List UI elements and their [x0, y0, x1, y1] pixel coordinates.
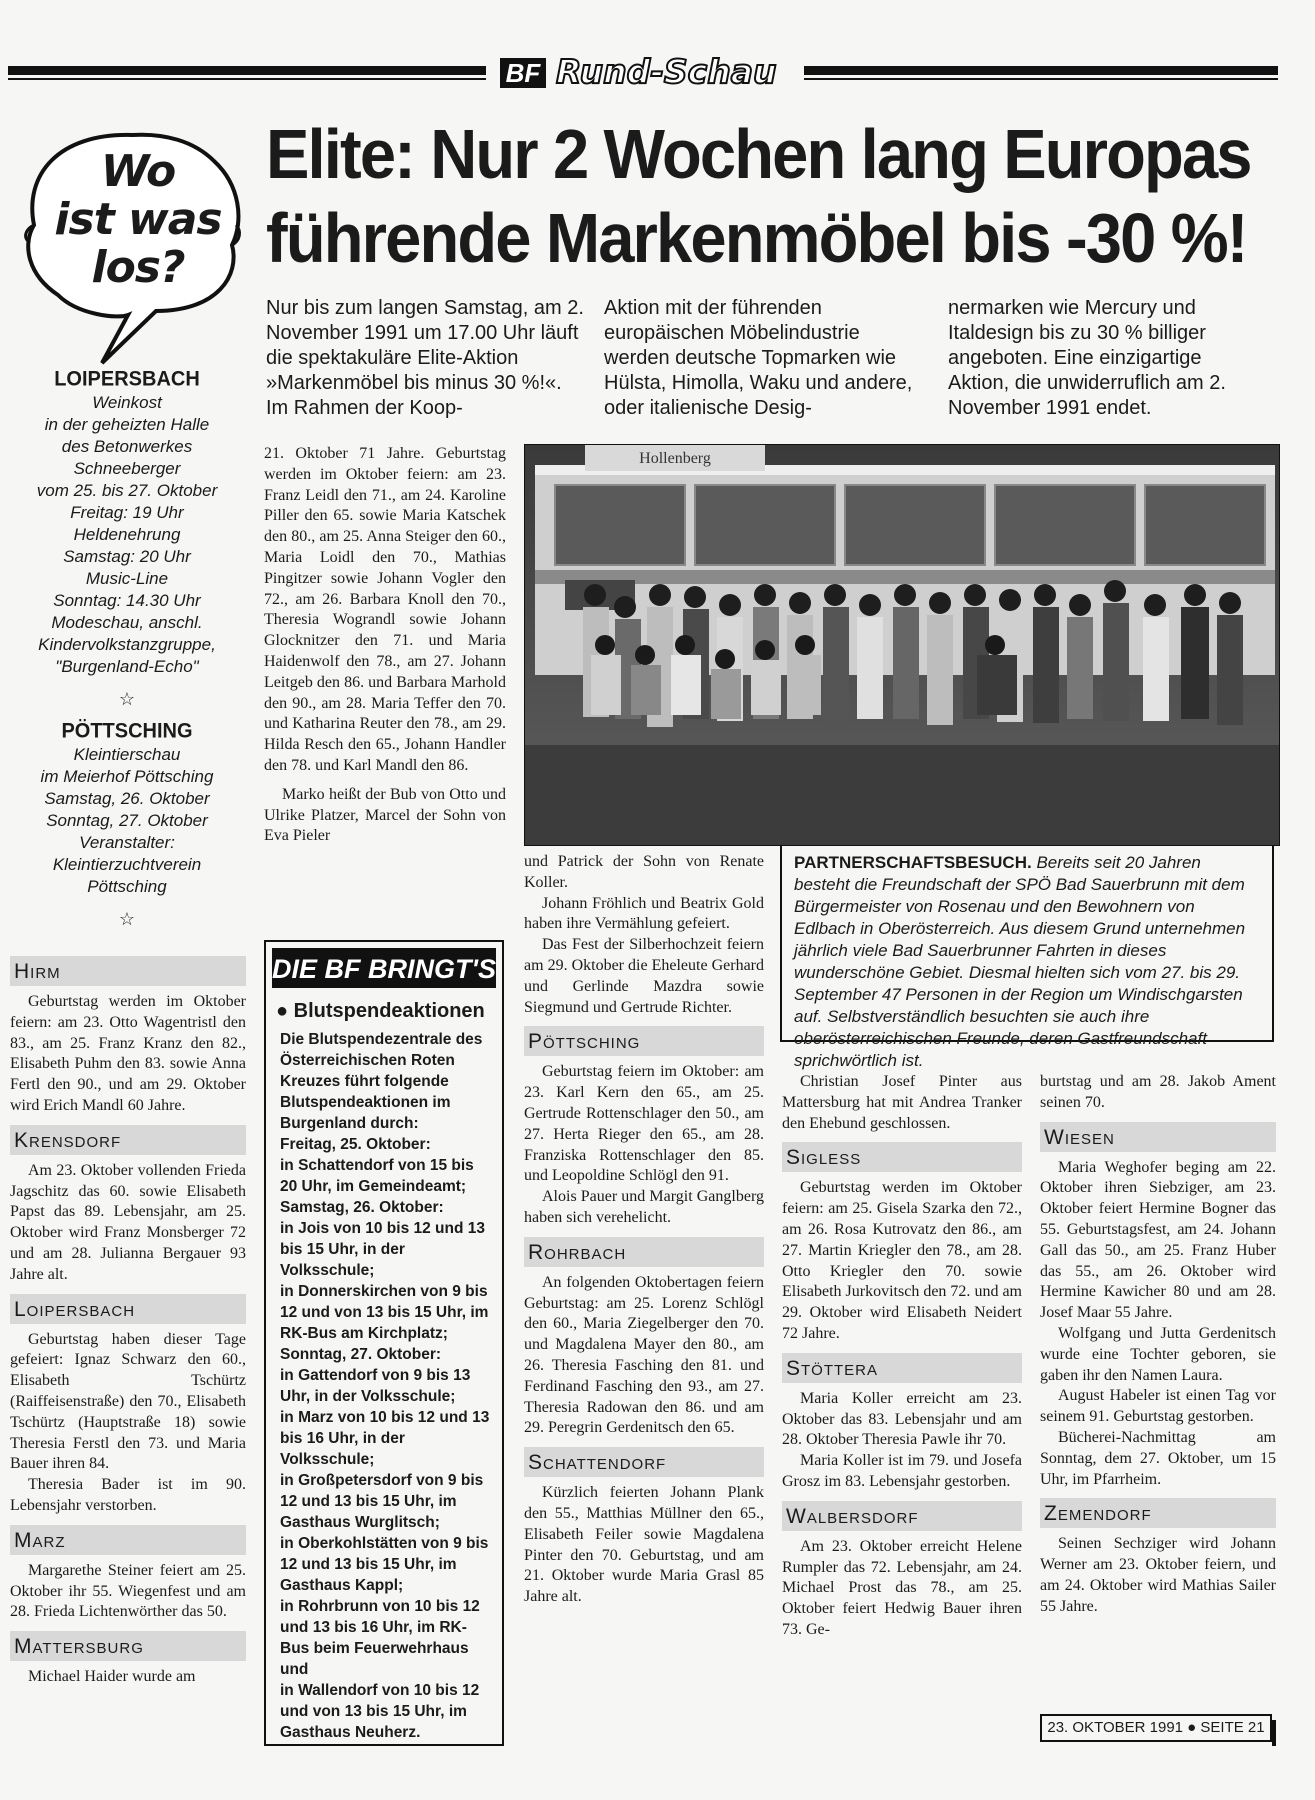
text-stoettera-1: Maria Koller erreicht am 23. Oktober das 83. Lebensjahr und am 28. Oktober Theresia Pawle ihr 70.	[782, 1389, 1022, 1449]
text-walbersdorf: Am 23. Oktober erreicht Helene Rumpler das 72. Lebensjahr, am 24. Michael Prost das 78., am 25. Oktober feiert Hedwig Bauer ihren 73. Ge-	[782, 1537, 1022, 1638]
section-head-schattendorf: Schattendorf	[524, 1447, 764, 1477]
text-mattersburg-cont: 21. Oktober 71 Jahre. Geburtstag werden im Oktober feiern: am 23. Franz Leidl den 71., am 24. Karoline Piller den 65. sowie Maria Katschek den 80., am 25. Anna Steiger den 60., Maria Loidl den 70., Mathias Pingitzer sowie Johann Vogler den 72., am 26. Barbara Knoll den 70., Theresia Wograndl sowie Johann Glocknitzer den 71. und Maria Haidenwolf den 78., am 27. Johann Leitgeb den 86. und Barbara Marhold den 90., am 28. Maria Teffer den 70. und Katharina Reuter den 78., am 29. Hilda Resch den 65., Johann Handler den 78. und Karl Mandl den 86.	[264, 445, 506, 774]
text-patrick: und Patrick der Sohn von Renate Koller.	[524, 853, 764, 891]
headline-line-1: Elite: Nur 2 Wochen lang Europas	[266, 115, 1251, 193]
event-details-poettsching	[14, 744, 240, 898]
masthead-rule-right	[804, 66, 1278, 75]
bringts-line: in Wallendorf von 10 bis 12 und von 13 bis 15 Uhr, im Gasthaus Neuherz.	[280, 1682, 480, 1741]
text-sigless: Geburtstag werden im Oktober feiern: am 25. Gisela Szarka den 72., am 26. Rosa Kutrovatz den 86., am 27. Martin Kriegler den 78., am 28. Otto Kriegler den 70. sowie Elisabeth Jurkovitsch den 72. und am 29. Oktober wird Elisabeth Neidert 72 Jahre.	[782, 1179, 1022, 1342]
bringts-line: Die Blutspendezentrale des Österreichischen Roten Kreuzes führt folgende Blutspendeaktionen im Burgenland durch:	[280, 1031, 483, 1132]
text-loipersbach-2: Theresia Bader ist im 90. Lebensjahr verstorben.	[10, 1476, 246, 1514]
headline	[266, 112, 1251, 280]
section-title: Rund-Schau	[556, 52, 777, 91]
event-line: Samstag, 26. Oktober	[44, 789, 210, 808]
text-krensdorf: Am 23. Oktober vollenden Frieda Jagschitz das 60. sowie Elisabeth Papst das 89. Lebensjahr, am 25. Oktober wird Franz Monsberger 72 und am 28. Julianna Bergauer 93 Jahre alt.	[10, 1161, 246, 1283]
text-zemendorf: Seinen Sechziger wird Johann Werner am 23. Oktober feiern, und am 24. Oktober wird Mathias Sailer 55 Jahre.	[1040, 1535, 1276, 1615]
text-hirm: Geburtstag werden im Oktober feiern: am 23. Otto Wagentristl den 83., am 25. Franz Kranz den 82., Elisabeth Puhm den 83. sowie Anna Fertl den 90., und am 29. Oktober wird Erich Mandl 60 Jahre.	[10, 993, 246, 1114]
text-births: Marko heißt der Bub von Otto und Ulrike Platzer, Marcel der Sohn von Eva Pieler	[264, 785, 506, 845]
text-poettsching-1: Geburtstag feiern im Oktober: am 23. Karl Kern den 65., am 25. Gertrude Rottenschlager den 50., am 27. Herta Rieger den 65., am 28. Franziska Rottenschlager den 85. und Leopoldine Schlögl den 91.	[524, 1063, 764, 1185]
bubble-line-1: Wo	[100, 146, 176, 197]
text-pinter: Christian Josef Pinter aus Mattersburg hat mit Andrea Tranker den Ehebund geschlossen.	[782, 1073, 1022, 1132]
text-wiesen-4: Bücherei-Nachmittag am Sonntag, dem 27. Oktober, um 15 Uhr, im Pfarrheim.	[1040, 1428, 1276, 1488]
intro-col-3: nermarken wie Mercury und Italdesign bis zu 30 % billiger angeboten. Eine einzigartige Aktion, die unwiderruflich am 2. November 1991 endet.	[948, 297, 1226, 419]
event-line: Samstag: 20 Uhr	[63, 547, 191, 566]
text-wedding: Johann Fröhlich und Beatrix Gold haben ihre Vermählung gefeiert.	[524, 894, 764, 933]
event-line: im Meierhof Pöttsching	[40, 767, 214, 786]
text-schattendorf: Kürzlich feierten Johann Plank den 55., Matthias Müllner den 65., Elisabeth Feiler sowie Magdalena Pinter den 70. Geburtstag, und am 21. Oktober wurde Maria Grasl 85 Jahre alt.	[524, 1484, 764, 1606]
section-head-loipersbach: Loipersbach	[10, 1294, 246, 1324]
photo-caption	[780, 846, 1274, 1070]
star-divider: ☆	[118, 909, 136, 929]
text-silver-wedding: Das Fest der Silberhochzeit feiern am 29. Oktober die Eheleute Gerhard und Gerlinde Mazdra sowie Siegmund und Gertrude Richter.	[524, 936, 764, 1016]
events-column	[14, 362, 240, 940]
page-footer: 23. OKTOBER 1991 ● SEITE 21	[1040, 1714, 1272, 1742]
event-place-loipersbach: LOIPERSBACH	[54, 367, 200, 391]
section-head-hirm: Hirm	[10, 956, 246, 986]
bringts-body	[280, 1029, 494, 1743]
column-a	[10, 948, 246, 1688]
event-line: Weinkost	[92, 393, 162, 412]
bringts-line: Freitag, 25. Oktober:	[280, 1136, 431, 1153]
bubble-line-3: los?	[91, 242, 185, 293]
bringts-line: in Donnerskirchen von 9 bis 12 und von 13 bis 15 Uhr, im RK-Bus am Kirchplatz;	[280, 1283, 489, 1342]
caption-title: PARTNERSCHAFTSBESUCH.	[794, 853, 1032, 872]
star-divider: ☆	[118, 689, 136, 709]
section-head-wiesen: Wiesen	[1040, 1122, 1276, 1152]
column-b	[264, 444, 506, 847]
event-line: vom 25. bis 27. Oktober	[36, 481, 218, 500]
event-line: Pöttsching	[87, 877, 167, 896]
text-mattersburg: Michael Haider wurde am	[28, 1668, 196, 1686]
headline-line-2: führende Markenmöbel bis -30 %!	[266, 199, 1247, 277]
event-line: des Betonwerkes	[61, 437, 193, 456]
section-head-marz: Marz	[10, 1525, 246, 1555]
event-line: Kleintierschau	[73, 745, 181, 764]
event-line: Kleintierzuchtverein	[52, 855, 202, 874]
column-d	[782, 1072, 1022, 1641]
bringts-line: in Marz von 10 bis 12 und 13 bis 16 Uhr, in der Volksschule;	[280, 1409, 490, 1468]
bubble-line-2: ist was	[54, 194, 222, 245]
event-line: "Burgenland-Echo"	[55, 657, 199, 676]
text-poettsching-2: Alois Pauer und Margit Ganglberg haben sich verehelicht.	[524, 1188, 764, 1226]
section-head-mattersburg: Mattersburg	[10, 1631, 246, 1661]
text-stoettera-2: Maria Koller ist im 79. und Josefa Grosz im 83. Lebensjahr gestorben.	[782, 1452, 1022, 1490]
bringts-line: in Jois von 10 bis 12 und 13 bis 15 Uhr, in der Volksschule;	[280, 1220, 486, 1279]
bringts-line: Samstag, 26. Oktober:	[280, 1199, 444, 1216]
bringts-title: DIE BF BRINGT'S	[272, 948, 496, 988]
text-ament: burtstag und am 28. Jakob Ament seinen 70.	[1040, 1073, 1276, 1111]
event-line: Schneeberger	[73, 459, 181, 478]
section-head-stoettera: Stöttera	[782, 1353, 1022, 1383]
intro-col-1: Nur bis zum langen Samstag, am 2. November 1991 um 17.00 Uhr läuft die spektakuläre Elite-Aktion »Markenmöbel bis minus 30 %!«. Im Rahmen der Koop-	[266, 297, 584, 419]
text-rohrbach: An folgenden Oktobertagen feiern Geburtstag: am 25. Lorenz Schlögl den 60., Maria Ziegelberger den 70. und Magdalena Mayer den 80., am 26. Theresia Fasching den 81. und Ferdinand Fasching den 93., am 27. Theresia Radowan den 86. und am 29. Peregrin Gerdenitsch den 65.	[524, 1273, 764, 1437]
text-wiesen-2: Wolfgang und Jutta Gerdenitsch wurde eine Tochter geboren, sie gaben ihr den Namen Laura.	[1040, 1324, 1276, 1384]
section-head-rohrbach: Rohrbach	[524, 1237, 764, 1267]
bus-sign: Hollenberg	[639, 450, 711, 467]
bringts-line: in Großpetersdorf von 9 bis 12 und 13 bis 15 Uhr, im Gasthaus Wurglitsch;	[280, 1472, 484, 1531]
event-line: Modeschau, anschl.	[51, 613, 203, 632]
text-marz: Margarethe Steiner feiert am 25. Oktober ihr 55. Wiegenfest und am 28. Frieda Lichtenwörther das 50.	[10, 1561, 246, 1621]
bus-photo-illustration	[525, 445, 1279, 845]
event-place-poettsching: PÖTTSCHING	[61, 719, 193, 743]
event-line: Sonntag: 14.30 Uhr	[53, 591, 201, 610]
group-photo	[524, 444, 1280, 846]
caption-text: Bereits seit 20 Jahren besteht die Freundschaft der SPÖ Bad Sauerbrunn mit dem Bürgermeister von Rosenau und den Bewohnern von Edlbach in Oberösterreich. Aus diesem Grund unternehmen jährlich viele Bad Sauerbrunner Fahrten in dieses wunderschöne Gebiet. Diesmal hielten sich vom 27. bis 29. September 47 Personen in der Region um Windischgarsten auf. Selbstverständlich besuchten sie auch ihre oberösterreichischen Freunde, deren Gastfreundschaft sprichwörtlich ist.	[794, 853, 1246, 1070]
event-line: Veranstalter:	[79, 833, 175, 852]
event-line: Freitag: 19 Uhr	[70, 503, 184, 522]
event-line: Heldenehrung	[73, 525, 181, 544]
section-head-poettsching: Pöttsching	[524, 1026, 764, 1056]
section-head-walbersdorf: Walbersdorf	[782, 1501, 1022, 1531]
text-loipersbach-1: Geburtstag haben dieser Tage gefeiert: Ignaz Schwarz den 60., Elisabeth Tschürtz (Raiffeisenstraße) den 70., Elisabeth Tschürtz (Hauptstraße 18) sowie Theresia Ferstl den 73. und Maria Bauer ihren 84.	[10, 1330, 246, 1473]
event-line: Music-Line	[85, 569, 169, 588]
bringts-line: in Gattendorf von 9 bis 13 Uhr, in der Volksschule;	[280, 1367, 471, 1405]
column-c	[524, 852, 764, 1608]
bringts-line: in Oberkohlstätten von 9 bis 12 und 13 bis 15 Uhr, im Gasthaus Kappl;	[280, 1535, 489, 1594]
masthead-rule-left	[8, 66, 486, 75]
section-head-krensdorf: Krensdorf	[10, 1125, 246, 1155]
bringts-line: in Schattendorf von 15 bis 20 Uhr, im Gemeindeamt;	[280, 1157, 474, 1195]
event-details-loipersbach	[14, 392, 240, 678]
text-wiesen-1: Maria Weghofer beging am 22. Oktober ihren Siebziger, am 23. Oktober feiert Hermine Bogner das 55. Geburtstagsfest, am 24. Johann Gall das 50., am 25. Franz Huber das 55., am 26. Oktober wird Hermine Kawicher 80 und am 28. Josef Maar 55 Jahre.	[1040, 1158, 1276, 1322]
intro-col-2: Aktion mit der führenden europäischen Möbelindustrie werden deutsche Topmarken wie Hülsta, Himolla, Waku und andere, oder italienische Desig-	[604, 297, 913, 419]
bringts-line: in Rohrbrunn von 10 bis 12 und 13 bis 16 Uhr, im RK-Bus beim Feuerwehrhaus und	[280, 1598, 480, 1678]
bf-bringts-box	[264, 940, 504, 1746]
bringts-subtitle: ● Blutspendeaktionen	[276, 1000, 485, 1022]
section-head-zemendorf: Zemendorf	[1040, 1498, 1276, 1528]
bf-logo: BF	[500, 58, 546, 88]
section-head-sigless: Sigless	[782, 1142, 1022, 1172]
column-e	[1040, 1072, 1276, 1618]
event-line: in der geheizten Halle	[44, 415, 210, 434]
bringts-line: Sonntag, 27. Oktober:	[280, 1346, 442, 1363]
event-line: Sonntag, 27. Oktober	[46, 811, 208, 830]
text-wiesen-3: August Habeler ist einen Tag vor seinem 91. Geburtstag gestorben.	[1040, 1387, 1276, 1426]
event-line: Kindervolkstanzgruppe,	[38, 635, 216, 654]
bubble-text	[48, 148, 228, 292]
